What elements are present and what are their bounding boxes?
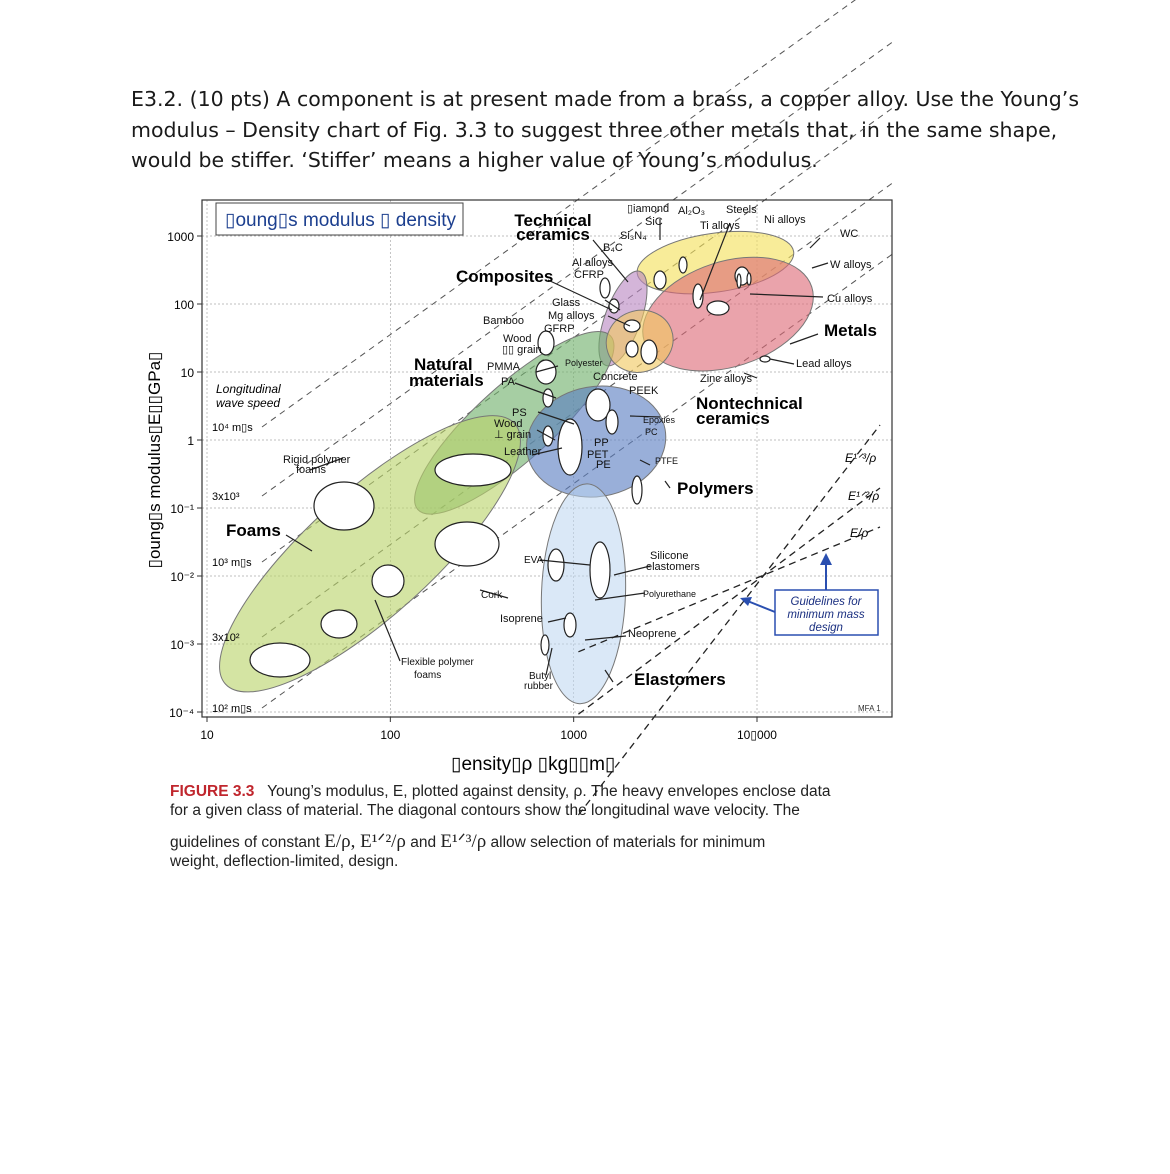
y-tick-label: 10⁻³ [170,638,194,652]
class-label-composites: Composites [456,267,554,286]
material-label-w-alloys: W alloys [830,259,872,271]
material-label-pa: PA [501,376,515,388]
material-label-glass: Glass [552,297,581,309]
material-bubble [250,643,310,677]
leader-line [812,263,828,268]
material-label-ptfe: PTFE [655,456,679,466]
y-tick-label: 10⁻¹ [170,502,194,516]
material-bubble [707,301,729,315]
material-label-ps: PS [512,407,527,419]
material-bubble [641,340,657,364]
material-bubble [760,356,770,362]
material-label-diamond: ▯iamond [627,203,670,215]
mfa-tag: MFA 1 [858,704,881,713]
material-label-concrete: Concrete [593,371,638,383]
class-label-foams: Foams [226,521,281,540]
guideline-box-text: Guidelines for [790,596,862,608]
guideline-label-e12: E¹ᐟ²/ρ [848,489,880,503]
leader-line [770,359,794,364]
wave-speed-level: 3x10³ [212,491,240,503]
x-tick-label: 1000 [560,728,588,742]
material-label-wc: WC [840,228,859,240]
material-bubble [548,549,564,581]
leader-line [810,238,820,248]
material-label-flexible-foams: foams [414,670,442,681]
caption-text: allow selection of materials for minimum [490,834,766,851]
class-label-technical-ceramics: Technical [514,211,592,230]
material-label-leather: Leather [504,446,542,458]
material-bubble [737,274,741,288]
material-label-silicone: Silicone [650,550,689,562]
material-label-eva: EVA [524,555,544,566]
material-bubble [435,454,511,486]
question-paragraph: E3.2. (10 pts) A component is at present made from a brass, a copper alloy. Use the Young’s modulus – Density chart of Fig. 3.3 to suggest three other metals that, in the same shape, would be stiffer. ‘Stiffer’ means a higher value of Young’s modulus. [131,87,1080,172]
material-label-grain-parallel: ▯▯ grain [502,344,542,356]
guideline-label-e13: E¹ᐟ³/ρ [845,451,877,465]
material-label-al2o3: Al₂O₃ [678,205,706,217]
material-label-wood-perp: Wood [494,418,523,430]
material-label-lead-alloys: Lead alloys [796,358,852,370]
material-label-b4c: B₄C [603,242,623,254]
material-label-peek: PEEK [629,385,659,397]
class-label-technical-ceramics: ceramics [516,225,590,244]
material-label-bamboo: Bamboo [483,315,524,327]
material-label-butyl-rubber: rubber [524,681,553,692]
wave-speed-level: 10² m▯s [212,703,252,715]
material-label-pe: PE [596,459,611,471]
material-bubble [558,419,582,475]
material-label-gfrp: GFRP [544,323,575,335]
class-label-elastomers: Elastomers [634,670,726,689]
material-bubble [543,389,553,407]
guideline-box-text: minimum mass [787,609,865,621]
class-label-nontechnical-ceramics: ceramics [696,409,770,428]
material-bubble [654,271,666,289]
wave-speed-level: 10⁴ m▯s [212,422,253,434]
material-bubble [541,635,549,655]
material-label-grain-perp: ⊥ grain [494,429,532,441]
leader-line [665,481,670,488]
material-bubble [372,565,404,597]
wave-speed-subtitle: wave speed [216,396,281,410]
material-bubble [747,273,751,285]
material-bubble [624,320,640,332]
material-label-isoprene: Isoprene [500,613,543,625]
caption-text: guidelines of constant [170,834,320,851]
wave-speed-title: Longitudinal [216,382,281,396]
material-label-mg-alloys: Mg alloys [548,310,595,322]
class-label-nontechnical-ceramics: Nontechnical [696,394,803,413]
y-tick-label: 10⁻⁴ [169,706,194,720]
class-label-natural-materials: Natural [414,355,473,374]
material-label-butyl: Butyl [529,671,552,682]
material-label-polyurethane: Polyurethane [643,589,697,599]
class-label-natural-materials: materials [409,371,484,390]
material-bubble [606,410,618,434]
material-bubble [321,610,357,638]
caption-figure-label: FIGURE 3.3 [170,783,255,800]
caption-line: for a given class of material. The diagonal contours show the longitudinal wave velocity. The [170,802,800,819]
material-label-flexible-polymer: Flexible polymer [401,657,474,668]
material-label-polyester: Polyester [565,358,603,368]
figure-caption [170,782,890,871]
chart-title: ▯oung▯s modulus ▯ density [225,210,456,231]
y-tick-label: 1000 [167,230,194,244]
material-label-cu-alloys: Cu alloys [827,293,873,305]
guideline-arrowhead [820,553,832,565]
material-bubble [536,360,556,384]
class-label-polymers: Polymers [677,479,754,498]
material-label-wood-parallel: Wood [503,333,532,345]
material-label-silicone-elastomers: elastomers [646,561,700,573]
caption-line: weight, deflection-limited, design. [170,853,399,870]
material-label-ni-alloys: Ni alloys [764,214,806,226]
material-label-sic: SiC [645,216,663,228]
material-bubble [314,482,374,530]
material-label-pmma: PMMA [487,361,520,373]
guideline-label-e: E/ρ [850,526,869,540]
material-bubble [600,278,610,298]
material-label-rigid-polymer: Rigid polymer [283,454,351,466]
y-tick-label: 100 [173,298,194,312]
material-bubble [564,613,576,637]
material-bubble [590,542,610,598]
material-bubble [626,341,638,357]
material-label-neoprene: Neoprene [628,628,677,640]
material-label-pet: PET [587,449,609,461]
guideline-box-text: design [809,622,843,634]
material-label-ti-alloys: Ti alloys [700,220,740,232]
caption-text: and [410,834,437,851]
material-label-si3n4: Si₃N₄ [620,230,647,242]
x-axis-label: ▯ensity▯ρ ▯kg▯▯m▯ [451,754,616,775]
material-bubble [435,522,499,566]
material-label-steels: Steels [726,204,757,216]
x-tick-label: 10 [200,728,214,742]
material-label-zinc-alloys: Zinc alloys [700,373,752,385]
wave-speed-level: 3x10² [212,632,240,644]
material-label-al-alloys: Al alloys [572,257,613,269]
y-tick-label: 1 [187,434,194,448]
y-axis-label: ▯oung▯s modulus▯E▯▯GPa▯ [145,351,164,569]
material-label-rigid-foams: foams [296,464,326,476]
wave-speed-level: 10³ m▯s [212,557,252,569]
material-label-cfrp: CFRP [574,269,604,281]
y-tick-label: 10 [180,366,194,380]
y-tick-label: 10⁻² [170,570,194,584]
caption-math: E¹ᐟ³/ρ [440,831,487,852]
material-label-epoxies: Epoxies [643,415,676,425]
x-tick-label: 10▯000 [737,728,777,742]
material-label-cork: Cork [481,590,503,601]
caption-line: Young’s modulus, E, plotted against density, ρ. The heavy envelopes enclose data [267,783,831,800]
envelope-elastomers [538,482,630,705]
material-bubble [632,476,642,504]
material-bubble [679,257,687,273]
material-label-pc: PC [645,427,658,437]
x-tick-label: 100 [380,728,401,742]
class-label-metals: Metals [824,321,877,340]
caption-math: E/ρ, E¹ᐟ²/ρ [324,831,406,852]
material-label-pp: PP [594,437,609,449]
